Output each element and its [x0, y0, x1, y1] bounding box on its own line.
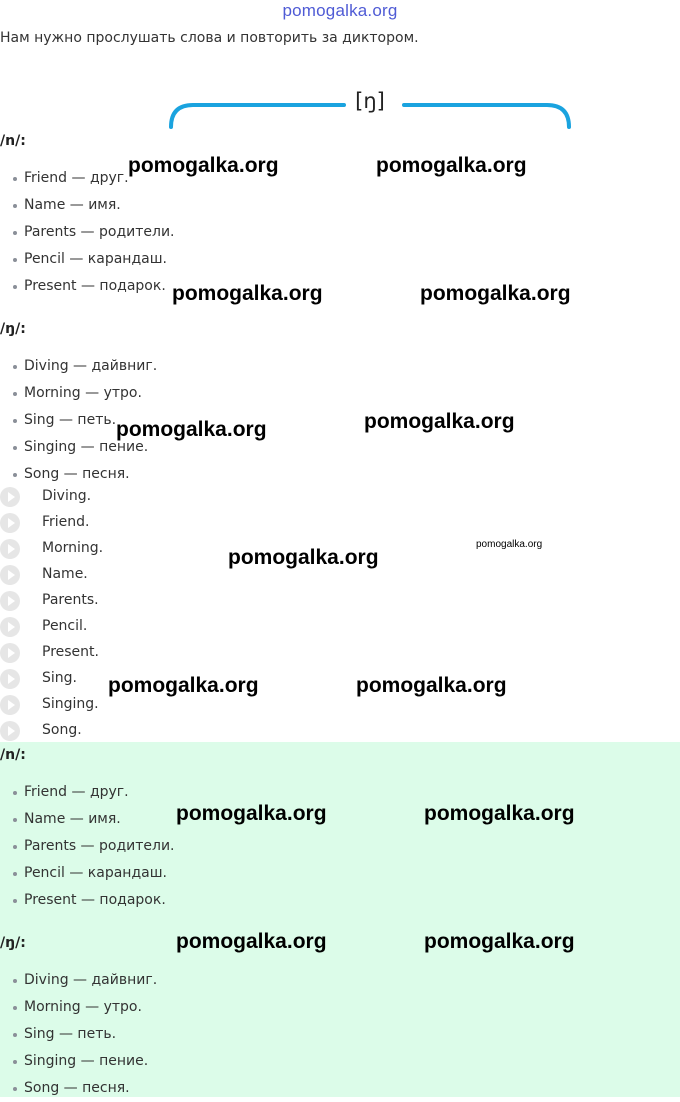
list-item: Diving — дайвниг. — [0, 353, 157, 380]
list-item: Song — песня. — [0, 461, 157, 488]
watermark: pomogalka.org — [420, 282, 571, 305]
play-icon[interactable] — [0, 565, 20, 585]
list-item: Sing — петь. — [0, 1021, 157, 1048]
play-icon[interactable] — [0, 695, 20, 715]
list-item: Pencil — карандаш. — [0, 246, 175, 273]
answer-heading-ng: /ŋ/: — [0, 935, 26, 951]
list-item: Song — песня. — [0, 1075, 157, 1102]
list-item: Diving — дайвниг. — [0, 967, 157, 994]
list-item: Pencil — карандаш. — [0, 860, 175, 887]
watermark: pomogalka.org — [424, 802, 575, 825]
watermark: pomogalka.org — [424, 930, 575, 953]
watermark: pomogalka.org — [176, 930, 327, 953]
play-icon[interactable] — [0, 513, 20, 533]
watermark: pomogalka.org — [476, 539, 543, 550]
watermark: pomogalka.org — [228, 546, 379, 569]
watermark: pomogalka.org — [356, 674, 507, 697]
play-icon[interactable] — [0, 539, 20, 559]
intro-text: Нам нужно прослушать слова и повторить за диктором. — [0, 30, 419, 46]
play-icon[interactable] — [0, 643, 20, 663]
list-item: Singing — пение. — [0, 434, 157, 461]
list-item: Present — подарок. — [0, 273, 175, 300]
watermark: pomogalka.org — [128, 154, 279, 177]
list-item: Name — имя. — [0, 806, 175, 833]
play-icon[interactable] — [0, 591, 20, 611]
section-heading-n: /n/: — [0, 133, 26, 149]
list-item: Present — подарок. — [0, 887, 175, 914]
list-item: Sing — петь. — [0, 407, 157, 434]
watermark: pomogalka.org — [376, 154, 527, 177]
list-item: Morning — утро. — [0, 994, 157, 1021]
phoneme-title: [ŋ] — [355, 89, 385, 113]
answer-list-ng — [0, 967, 157, 1102]
list-item: Singing — пение. — [0, 1048, 157, 1075]
watermark: pomogalka.org — [176, 802, 327, 825]
play-icon[interactable] — [0, 617, 20, 637]
answer-list-n — [0, 779, 175, 914]
list-item: Morning — утро. — [0, 380, 157, 407]
list-item: Friend — друг. — [0, 165, 175, 192]
top-watermark: pomogalka.org — [282, 1, 398, 20]
word-list-n — [0, 165, 175, 300]
play-icon[interactable] — [0, 487, 20, 507]
watermark: pomogalka.org — [108, 674, 259, 697]
list-item: Parents — родители. — [0, 219, 175, 246]
list-item: Friend — друг. — [0, 779, 175, 806]
watermark: pomogalka.org — [364, 410, 515, 433]
watermark: pomogalka.org — [116, 418, 267, 441]
list-item: Name — имя. — [0, 192, 175, 219]
watermark: pomogalka.org — [172, 282, 323, 305]
section-heading-ng: /ŋ/: — [0, 321, 26, 337]
play-icon[interactable] — [0, 721, 20, 741]
list-item: Parents — родители. — [0, 833, 175, 860]
answer-heading-n: /n/: — [0, 747, 26, 763]
play-icon[interactable] — [0, 669, 20, 689]
